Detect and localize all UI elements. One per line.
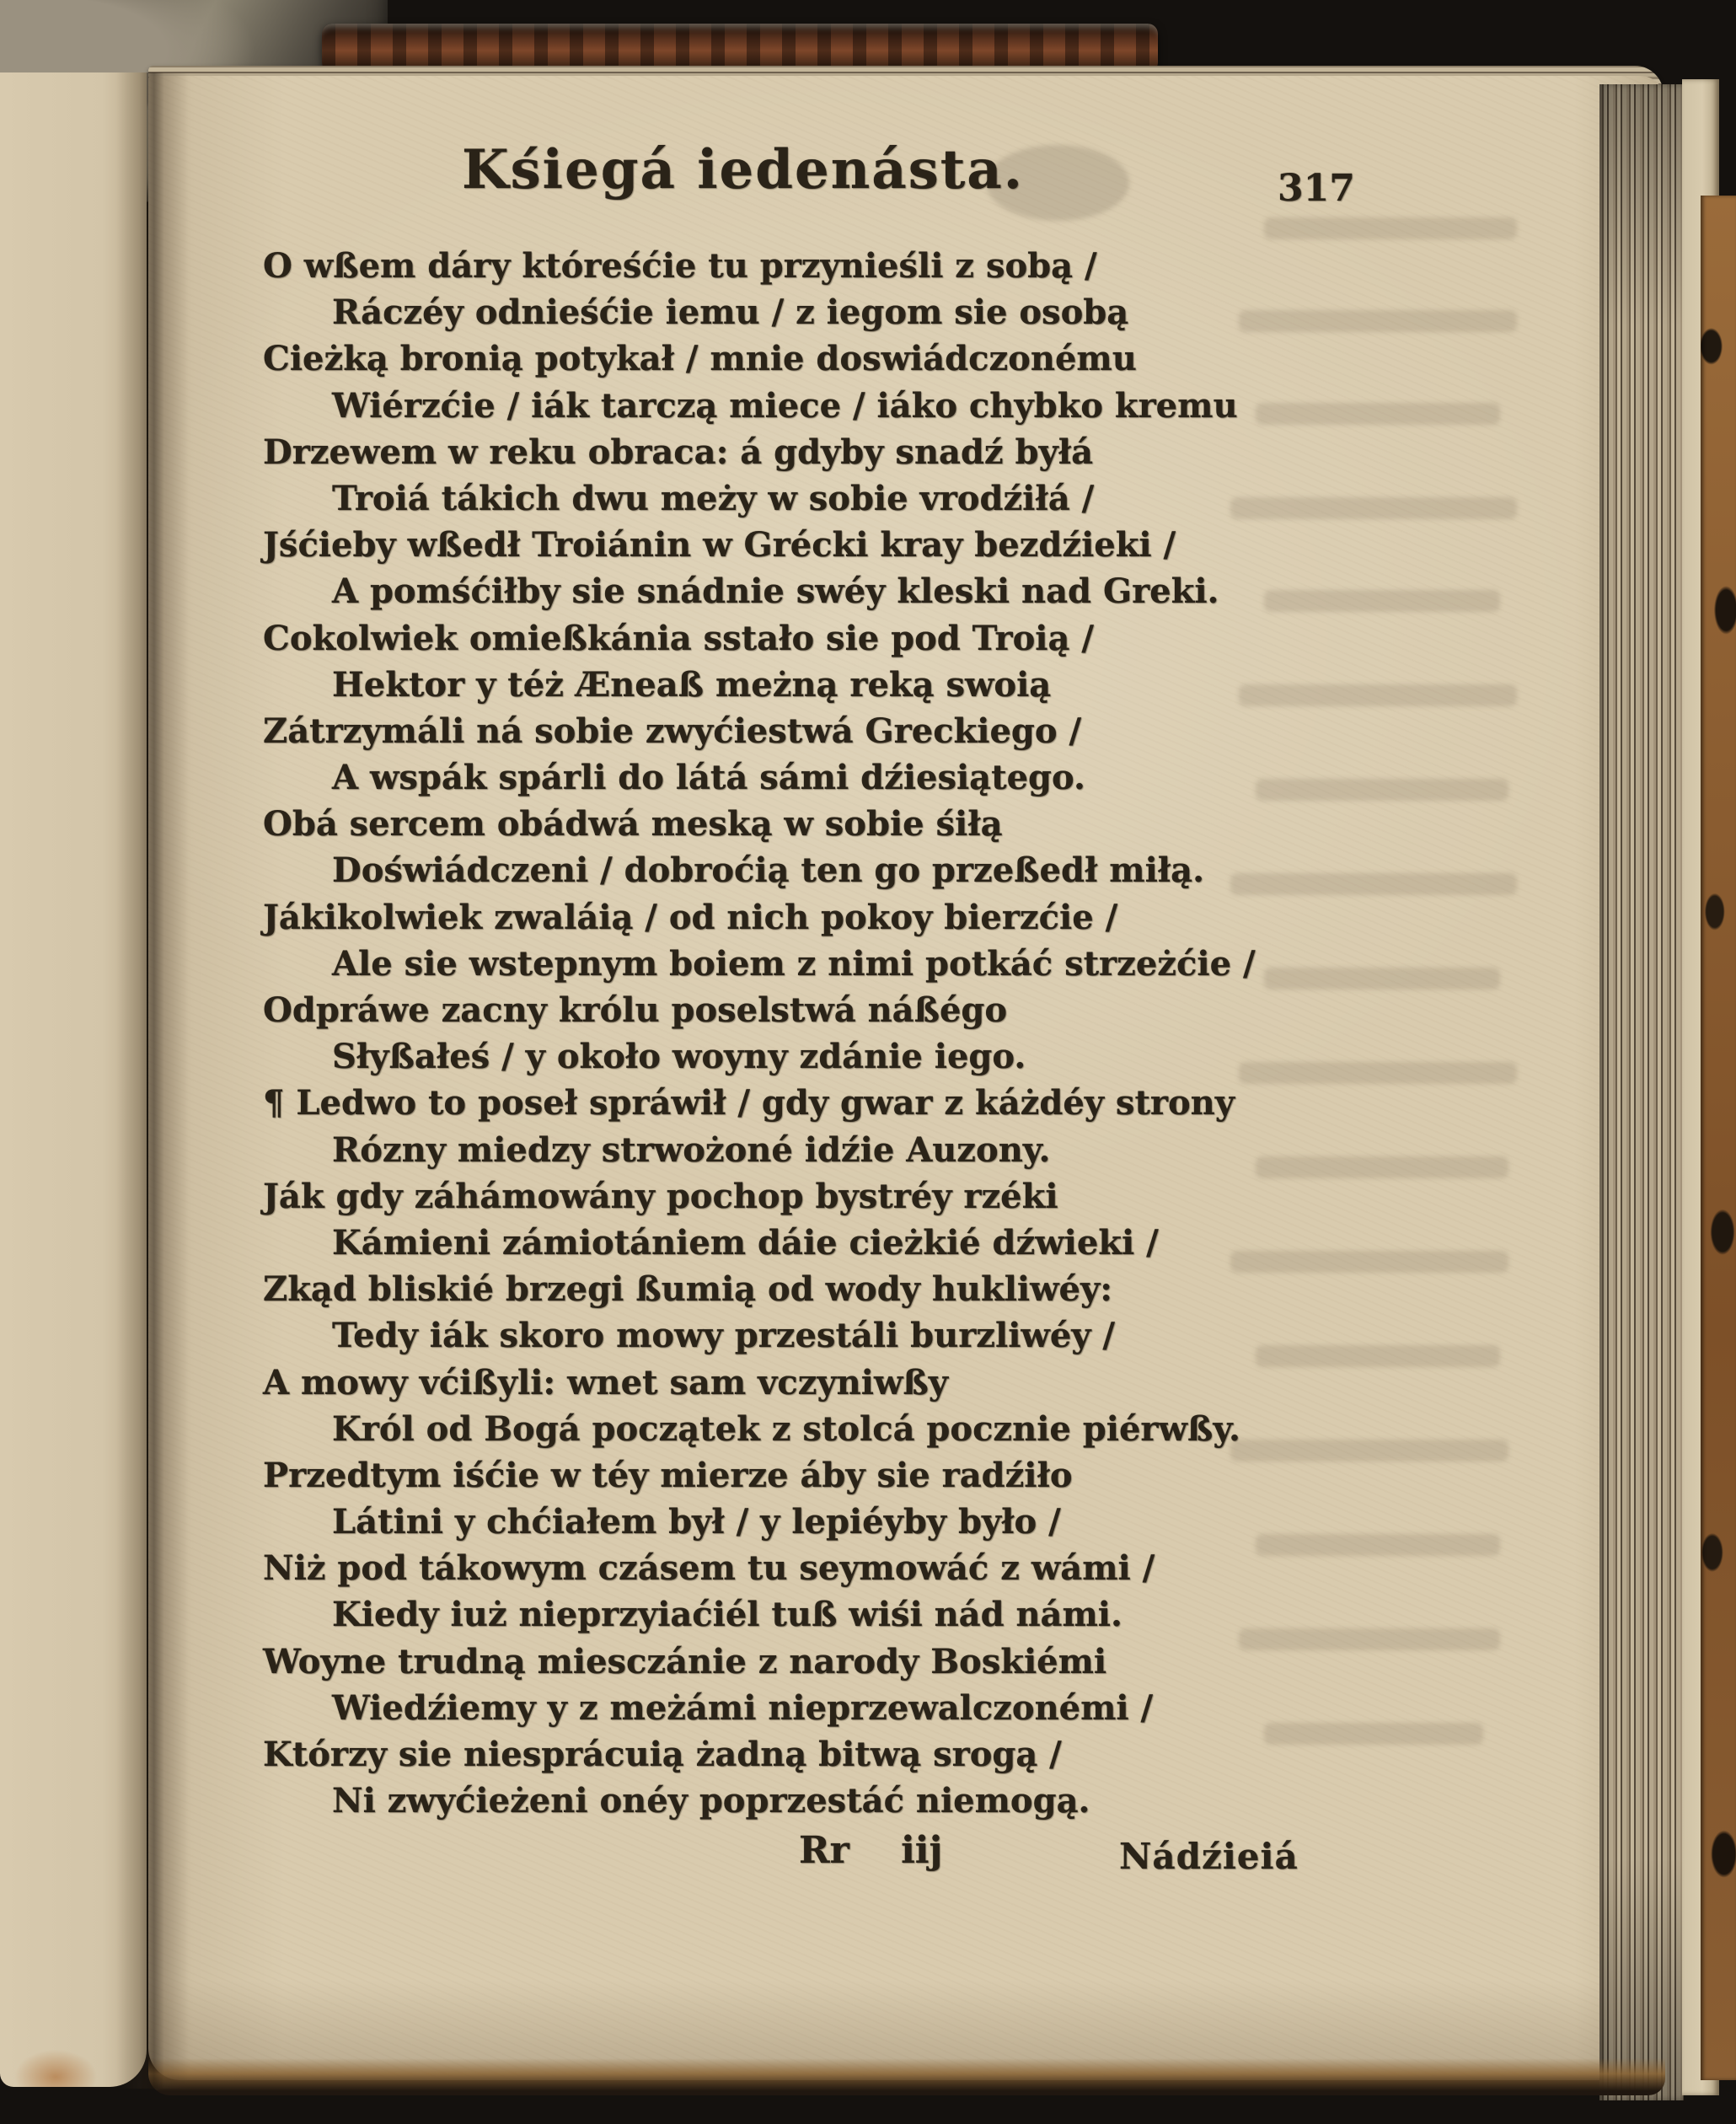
poem-line: Przedtym iśćie w téy mierze áby sie radźiło — [263, 1455, 1073, 1495]
page-bottom-edge-shadow — [148, 2058, 1665, 2095]
poem-line: Drzewem w reku obraca: á gdyby snadź byłá — [263, 432, 1094, 472]
poem-line: Obá sercem obádwá meską w sobie śiłą — [263, 804, 1003, 845]
poem-line: Kiedy iuż nieprzyiaćiél tuß wiśi nád námi. — [332, 1595, 1123, 1635]
poem-line: Kámieni zámiotániem dáie cieżkié dźwieki / — [332, 1222, 1159, 1263]
poem-line: O wßem dáry któreśćie tu przynieśli z sobą / — [263, 246, 1097, 286]
poem-line: Rózny miedzy strwożoné idźie Auzony. — [332, 1129, 1051, 1170]
poem-line: Którzy sie niesprácuią żadną bitwą srogą / — [263, 1735, 1062, 1774]
poem-line: Woyne trudną miesczánie z narody Boskiémi — [263, 1641, 1107, 1682]
poem-line: Zkąd bliskié brzegi ßumią od wody hukliwéy: — [263, 1269, 1113, 1310]
poem-line: Ráczéy odnieśćie iemu / z iegom sie osobą — [332, 292, 1129, 333]
poem-line: Jśćieby wßedł Troiánin w Grécki kray bezdźieki / — [263, 525, 1176, 566]
poem-line: A wspák spárli do látá sámi dźiesiątego. — [332, 758, 1085, 798]
poem-line: Odpráwe zacny królu poselstwá náßégo — [263, 990, 1008, 1030]
poem-line: Látini y chćiałem był / y lepiéyby było / — [332, 1502, 1061, 1542]
poem-line: Hektor y téż Æneaß meżną reką swoią — [332, 664, 1052, 705]
ink-showthrough — [1264, 217, 1517, 239]
poem-line: Troiá tákich dwu meży w sobie vrodźiłá / — [332, 478, 1095, 518]
poem-line: Niż pod tákowym czásem tu seymowáć z wámi / — [263, 1548, 1155, 1589]
poem-line: Doświádczeni / dobroćią ten go przeßedł miłą. — [332, 850, 1205, 891]
fore-edge-page-block — [1599, 84, 1684, 2100]
poem-line: Ják gdy záhámowány pochop bystréy rzéki — [263, 1176, 1058, 1216]
poem-line: Ale sie wstepnym boiem z nimi potkáć strzeżćie / — [332, 943, 1256, 984]
poem-line: A pomśćiłby sie snádnie swéy kleski nad Greki. — [332, 571, 1219, 612]
poem-line: Jákikolwiek zwaláią / od nich pokoy bierzćie / — [263, 897, 1118, 937]
poem-line: Tedy iák skoro mowy przestáli burzliwéy / — [332, 1316, 1116, 1356]
poem-line: A mowy vćißyli: wnet sam vczyniwßy — [263, 1362, 949, 1403]
page-number: 317 — [1278, 167, 1355, 210]
poem-line: Cieżką bronią potykał / mnie doswiádczonému — [263, 339, 1137, 379]
poem-line: Cokolwiek omießkánia sstało sie pod Troią / — [263, 618, 1094, 658]
poem-line: Wiérzćie / iák tarczą miece / iáko chybko kremu — [332, 385, 1238, 426]
poem-line: Ni zwyćieżeni onéy poprzestáć niemogą. — [332, 1781, 1090, 1821]
gutter-crease — [116, 72, 189, 2089]
poem-line: Król od Bogá początek z stolcá pocznie piérwßy. — [332, 1408, 1240, 1449]
poem-line: ¶ Ledwo to poseł spráwił / gdy gwar z káżdéy strony — [263, 1083, 1235, 1124]
poem — [263, 243, 1578, 1824]
signature-mark: Rr iij — [799, 1829, 943, 1872]
running-title: Kśiegá iedenásta. — [462, 138, 1025, 201]
catchword: Nádźieiá — [1119, 1836, 1299, 1877]
poem-line: Wiedźiemy y z meżámi nieprzewalczonémi / — [332, 1687, 1154, 1728]
marbled-cover — [1701, 196, 1736, 2080]
poem-line: Zátrzymáli ná sobie zwyćiestwá Greckiego / — [263, 711, 1082, 751]
poem-line: Słyßałeś / y około woyny zdánie iego. — [332, 1037, 1026, 1077]
